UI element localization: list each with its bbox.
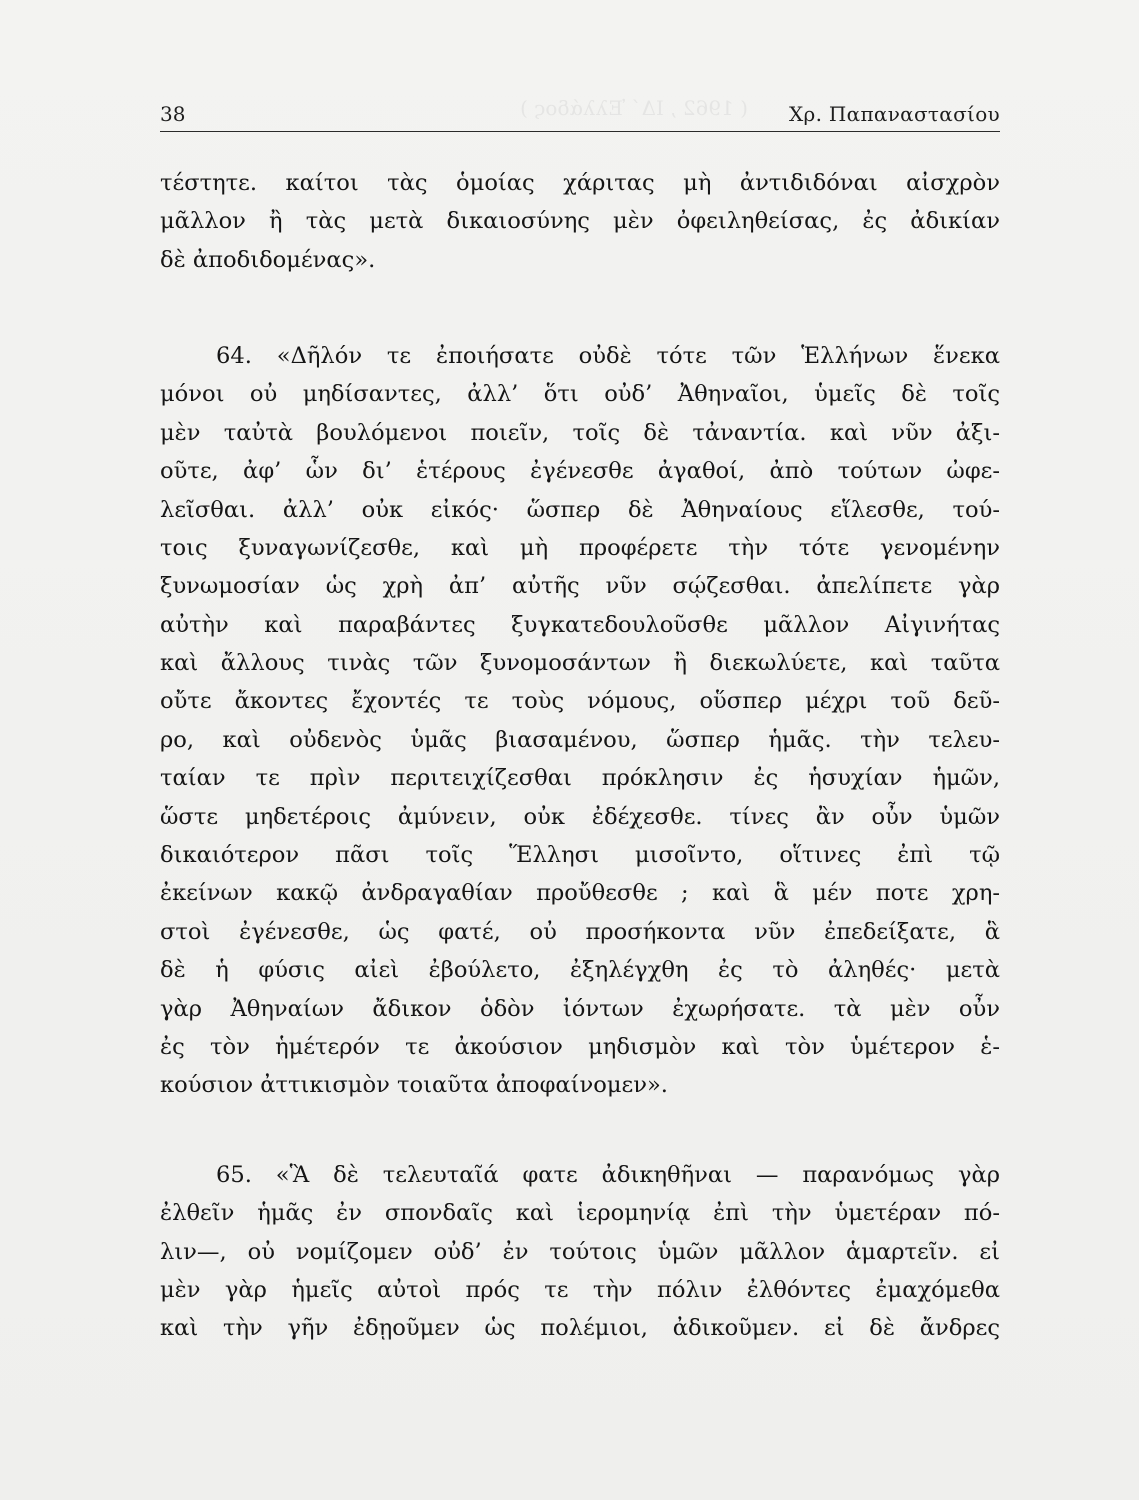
text-line: ξυνωμοσίαν ὡς χρὴ ἀπ’ αὐτῆς νῦν σῴζεσθαι. ἀπελίπετε γὰρ [160, 573, 1000, 600]
body-text [160, 164, 1000, 1348]
text-line: μὲν ταὐτὰ βουλόμενοι ποιεῖν, τοῖς δὲ τἀναντία. καὶ νῦν ἀξι- [160, 419, 1000, 446]
text-line: λεῖσθαι. ἀλλ’ οὐκ εἰκός· ὥσπερ δὲ Ἀθηναίους εἵλεσθε, τού- [160, 496, 1000, 523]
text-line: ρο, καὶ οὐδενὸς ὑμᾶς βιασαμένου, ὥσπερ ἡμᾶς. τὴν τελευ- [160, 726, 1000, 753]
text-line: δὲ ἀποδιδομένας». [160, 246, 376, 273]
bleed-through-ghost: ( 1962 , ΙΔ΄ Ἑλλάδος ) [520, 96, 748, 120]
text-line: μᾶλλον ἢ τὰς μετὰ δικαιοσύνης μὲν ὀφειληθείσας, ἐς ἀδικίαν [160, 208, 1000, 235]
paragraph-65 [160, 1156, 1000, 1348]
text-line: τοις ξυναγωνίζεσθε, καὶ μὴ προφέρετε τὴν τότε γενομένην [160, 534, 1000, 561]
text-line: δικαιότερον πᾶσι τοῖς Ἕλλησι μισοῖντο, οἵτινες ἐπὶ τῷ [160, 842, 1000, 869]
text-line: μὲν γὰρ ἡμεῖς αὐτοὶ πρός τε τὴν πόλιν ἐλθόντες ἐμαχόμεθα [160, 1276, 1000, 1303]
text-line: οῦτε, ἀφ’ ὧν δι’ ἑτέρους ἐγένεσθε ἀγαθοί, ἀπὸ τούτων ὠφε- [160, 458, 1000, 485]
text-line: κούσιον ἀττικισμὸν τοιαῦτα ἀποφαίνομεν». [160, 1072, 668, 1099]
text-line: στοὶ ἐγένεσθε, ὡς φατέ, οὐ προσήκοντα νῦν ἐπεδείξατε, ἃ [160, 918, 1000, 945]
text-line: λιν—, οὐ νομίζομεν οὐδ’ ἐν τούτοις ὑμῶν μᾶλλον ἁμαρτεῖν. εἰ [160, 1238, 1000, 1265]
text-line: καὶ τὴν γῆν ἐδῃοῦμεν ὡς πολέμιοι, ἀδικοῦμεν. εἰ δὲ ἄνδρες [160, 1315, 1000, 1342]
paragraph-gap [160, 279, 1000, 337]
text-line: ἐλθεῖν ἡμᾶς ἐν σπονδαῖς καὶ ἱερομηνίᾳ ἐπὶ τὴν ὑμετέραν πό- [160, 1200, 1000, 1227]
text-line: ταίαν τε πρὶν περιτειχίζεσθαι πρόκλησιν ἐς ἡσυχίαν ἡμῶν, [160, 765, 1000, 792]
text-line: μόνοι οὐ μηδίσαντες, ἀλλ’ ὅτι οὐδ’ Ἀθηναῖοι, ὑμεῖς δὲ τοῖς [160, 381, 1000, 408]
text-line: ἐς τὸν ἡμέτερόν τε ἀκούσιον μηδισμὸν καὶ τὸν ὑμέτερον ἑ- [160, 1034, 1000, 1060]
paragraph-64 [160, 337, 1000, 1105]
running-header [160, 98, 1000, 128]
text-line: ὥστε μηδετέροις ἀμύνειν, οὐκ ἐδέχεσθε. τίνες ἂν οὖν ὑμῶν [160, 803, 1000, 830]
text-line: καὶ ἄλλους τινὰς τῶν ξυνομοσάντων ἢ διεκωλύετε, καὶ ταῦτα [160, 650, 1000, 677]
text-line: αὐτὴν καὶ παραβάντες ξυγκατεδουλοῦσθε μᾶλλον Αἰγινήτας [160, 611, 1000, 638]
paragraph-gap [160, 1105, 1000, 1156]
page-number: 38 [160, 102, 186, 126]
paragraph-continuation [160, 164, 1000, 279]
text-line: οὔτε ἄκοντες ἔχοντές τε τοὺς νόμους, οὕσπερ μέχρι τοῦ δεῦ- [160, 688, 1000, 715]
text-line: 65. «Ἃ δὲ τελευταῖά φατε ἀδικηθῆναι — παρανόμως γὰρ [216, 1161, 1000, 1188]
text-line: δὲ ἡ φύσις αἰεὶ ἐβούλετο, ἐξηλέγχθη ἐς τὸ ἀληθές· μετὰ [160, 957, 1000, 984]
text-line: ἐκείνων κακῷ ἀνδραγαθίαν προὔθεσθε ; καὶ ἃ μέν ποτε χρη- [160, 880, 1000, 907]
text-line: 64. «Δῆλόν τε ἐποιήσατε οὐδὲ τότε τῶν Ἑλλήνων ἕνεκα [216, 342, 1000, 369]
text-line: γὰρ Ἀθηναίων ἄδικον ὁδὸν ἰόντων ἐχωρήσατε. τὰ μὲν οὖν [160, 995, 1000, 1022]
running-title: Χρ. Παπαναστασίου [789, 102, 1000, 126]
text-line: τέστητε. καίτοι τὰς ὁμοίας χάριτας μὴ ἀντιδιδόναι αἰσχρὸν [160, 170, 1000, 196]
header-rule [160, 131, 1000, 132]
